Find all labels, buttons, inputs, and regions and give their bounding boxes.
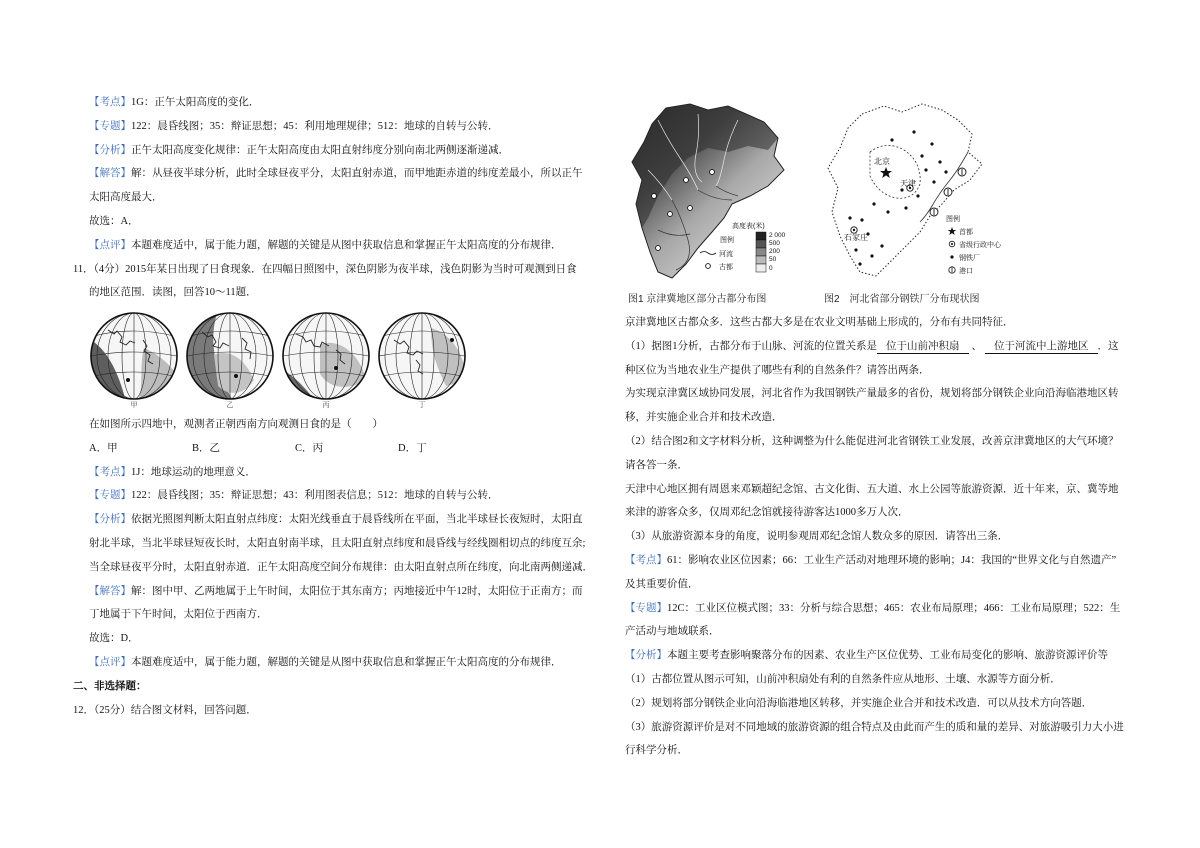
observer-point (334, 366, 338, 370)
option-c: C．丙 (295, 442, 324, 454)
legend-provincial-center-label: 省级行政中心 (959, 242, 1001, 249)
q10-answer: 故选：A． (89, 215, 139, 227)
zhuanti-label: 【专题】 (625, 602, 667, 614)
jieda-text: 解：图中甲、乙两地属于上午时间，太阳位于其东南方；丙地接近中午12时，太阳位于正南方；而 (131, 585, 583, 597)
q10-dianping (89, 234, 599, 258)
q11-options (89, 437, 604, 461)
q12-material-3-cont: 来津的游客众多，仅周邓纪念馆就接待游客达1000多万人次． (625, 507, 909, 519)
left-column-lower (73, 413, 604, 722)
river-legend-symbol (700, 252, 716, 255)
q12-kaodian-cont: 及其重要价值． (625, 578, 699, 590)
q11-fenxi (89, 508, 604, 532)
jieda-text: 解：从昼夜半球分析，此时全球昼夜平分，太阳直射赤道，而甲地距赤道的纬度差最小，所以正午 (131, 168, 583, 180)
legend-title: 图例 (720, 237, 734, 244)
steel-plant-legend-icon (950, 255, 953, 258)
legend-steel-plant-label: 钢铁厂 (959, 255, 980, 262)
elevation-scale-title: 高度表(米) (732, 223, 765, 230)
kaodian-text: 1J：地球运动的地理意义． (131, 466, 256, 478)
fenxi-text: 本题主要考查影响聚落分布的因素、农业生产区位优势、工业布局变化的影响、旅游资源评价等 (667, 650, 1108, 662)
q11-dianping (89, 651, 604, 675)
q12-analysis-point-1: （1）古都位置从图示可知，山前冲积扇处有利的自然条件应从地形、土壤、水源等方面分析． (625, 673, 1061, 685)
q12-material-2: 为实现京津冀区域协同发展，河北省作为我国钢铁产量最多的省份，规划将部分钢铁企业向沿海临港地区转 (625, 388, 1119, 400)
globe-label: 乙 (226, 402, 234, 409)
q11-jieda-cont: 丁地属于下午时间，太阳位于西南方． (89, 609, 268, 621)
place-label-beijing: 北京 (874, 157, 890, 166)
q12-zhuanti (625, 597, 1145, 621)
sub1-separator: 、 (971, 340, 982, 352)
q10-zhuanti (89, 115, 599, 139)
q12-sub3: （3）从旅游资源本身的角度，说明参观周邓纪念馆人数众多的原因．请答出三条． (625, 531, 1009, 543)
q10-jieda-cont: 太阳高度最大． (89, 192, 163, 204)
observer-point (126, 378, 130, 382)
q12-analysis-point-3-cont: 行科学分析． (625, 745, 688, 757)
kaodian-label: 【考点】 (625, 554, 667, 566)
q12-stem: 12．（25分）结合图文材料，回答问题． (73, 704, 257, 716)
q12-analysis-point-2: （2）规划将部分钢铁企业向沿海临港地区转移，并实施企业合并和技术改造．可以从技术方向答题． (625, 697, 1093, 709)
legend-capital-label: 古都 (719, 264, 733, 271)
globe-figure-yi (184, 310, 276, 412)
q12-kaodian (625, 549, 1145, 573)
globe-figure-jia (88, 310, 180, 412)
right-column-text (625, 311, 1145, 763)
dianping-text: 本题难度适中，属于能力题，解题的关键是从图中获取信息和掌握正午太阳高度的分布规律． (131, 239, 562, 251)
q12-material-1: 京津冀地区古都众多．这些古都大多是在农业文明基础上形成的，分布有共同特征． (625, 317, 1014, 328)
province-boundary (828, 104, 982, 276)
observer-point (234, 374, 238, 378)
q11-stem-cont: 的地区范围．读图，回答10～11题． (89, 287, 257, 299)
q12-analysis-point-3: （3）旅游资源评价是对不同地域的旅游资源的组合特点及由此而产生的质和量的差异、对旅游吸引力大小进 (625, 721, 1124, 733)
sunlight-globe-figures (88, 310, 468, 412)
q11-answer: 故选：D． (89, 633, 139, 645)
q12-zhuanti-cont: 产活动与地域联系． (625, 626, 720, 638)
option-b: B．乙 (192, 442, 221, 454)
capital-legend-symbol (706, 264, 711, 269)
left-column-upper (73, 91, 599, 305)
q11-fenxi-cont-1: 射北半球，当北半球昼短夜长时，太阳直射南半球，且太阳直射点纬度和晨昏线与经线圈相切点的纬度互余; (89, 537, 586, 549)
q12-sub2: （2）结合图2和文字材料分析，这种调整为什么能促进河北省钢铁工业发展，改善京津冀地区的大气环境？ (625, 435, 1119, 447)
q10-jieda (89, 162, 599, 186)
fenxi-label: 【分析】 (89, 514, 131, 526)
option-d: D．丁 (398, 442, 427, 454)
kaodian-text: 1G：正午太阳高度的变化． (131, 97, 260, 108)
elevation-tick: 2 000 (769, 232, 786, 239)
coastline (920, 152, 968, 222)
legend-capital-label: 首都 (959, 229, 973, 236)
figure2-caption: 图2 河北省部分钢铁厂分布现状图 (824, 294, 980, 305)
globe-label: 丙 (322, 402, 330, 409)
figure1-caption: 图1 京津冀地区部分古都分布图 (628, 294, 767, 305)
kaodian-label: 【考点】 (89, 97, 131, 108)
place-label-tianjin: 天津 (900, 179, 916, 188)
elevation-scale (756, 232, 766, 272)
q10-fenxi (89, 139, 599, 163)
elevation-tick: 500 (769, 240, 780, 247)
q12-sub1-cont: 种区位为当地农业生产提供了哪些有利的自然条件？请答出两条． (625, 364, 930, 376)
sub1-suffix: ．这 (1097, 340, 1119, 352)
q11-jieda (89, 580, 604, 604)
zhuanti-text: 12C：工业区位模式图；33：分析与综合思想；465：农业布局原理；466：工业布局原理；522：生 (667, 602, 1121, 614)
jieda-label: 【解答】 (89, 168, 131, 180)
q11-question: 在如图所示四地中，观测者正朝西南方向观测日食的是（ ） (89, 419, 383, 430)
kaodian-text: 61：影响农业区位因素；66：工业生产活动对地理环境的影响；J4：我国的“世界文化与自然遗产” (667, 554, 1117, 566)
globe-figure-ding (376, 310, 468, 412)
answer-blank-1: 位于山前冲积扇 (877, 341, 969, 354)
capital-legend-icon (948, 227, 957, 235)
fenxi-label: 【分析】 (89, 144, 131, 156)
q11-fenxi-cont-2: 当全球昼夜平分时，太阳直射赤道．正午太阳高度空间分布规律：由太阳直射点所在纬度，向北南两侧递减． (89, 561, 593, 573)
q11-stem: 11．（4分）2015年某日出现了日食现象．在四幅日照图中，深色阴影为夜半球，浅色阴影为当时可观测到日食 (73, 263, 577, 275)
globe-label: 甲 (130, 402, 138, 409)
zhuanti-label: 【专题】 (89, 490, 131, 502)
steel-plants-map (822, 100, 1004, 286)
zhuanti-label: 【专题】 (89, 120, 131, 132)
q10-kaodian (89, 91, 599, 115)
answer-blank-2: 位于河流中上游地区 (985, 341, 1098, 354)
sub1-prefix: （1）据图1分析，古都分布于山脉、河流的位置关系是 (625, 340, 877, 352)
q11-zhuanti (89, 484, 604, 508)
q12-material-2-cont: 移，并实施企业合并和技术改造． (625, 412, 783, 424)
dianping-label: 【点评】 (89, 656, 131, 668)
elevation-tick: 50 (769, 256, 777, 263)
legend-river-label: 河流 (719, 251, 733, 258)
q12-sub2-cont: 请各答一条． (625, 459, 688, 471)
zhuanti-text: 122：晨昏线图；35：辩证思想；45：利用地理规律；512：地球的自转与公转． (131, 120, 499, 132)
section-heading: 二、非选择题： (73, 680, 147, 692)
globe-label: 丁 (418, 402, 426, 409)
zhuanti-text: 122：晨昏线图；35：辩证思想；43：利用图表信息；512：地球的自转与公转． (131, 490, 499, 502)
legend-port-label: 港口 (959, 268, 973, 275)
port-points (930, 168, 966, 216)
fenxi-label: 【分析】 (625, 650, 667, 662)
dianping-label: 【点评】 (89, 239, 131, 251)
elevation-tick: 200 (769, 248, 780, 255)
fenxi-text: 正午太阳高度变化规律：正午太阳高度由太阳直射纬度分别向南北两侧逐渐递减． (131, 144, 509, 156)
kaodian-label: 【考点】 (89, 466, 131, 478)
globe-figure-bing (280, 310, 372, 412)
place-label-shijiazhuang: 石家庄 (844, 233, 868, 242)
elevation-tick: 0 (769, 265, 773, 272)
jieda-label: 【解答】 (89, 585, 131, 597)
capital-star-icon (880, 167, 892, 178)
q12-fenxi (625, 644, 1145, 668)
observer-point (450, 338, 454, 342)
ancient-capitals-map (628, 100, 798, 286)
q11-kaodian (89, 461, 604, 485)
option-a: A．甲 (89, 442, 118, 454)
q12-sub1 (625, 335, 1145, 359)
fenxi-text: 依据光照图判断太阳直射点纬度：太阳光线垂直于晨昏线所在平面，当北半球昼长夜短时，太阳直 (131, 514, 583, 526)
legend-title: 图例 (946, 216, 960, 223)
dianping-text: 本题难度适中，属于能力题，解题的关键是从图中获取信息和掌握正午太阳高度的分布规律． (131, 656, 562, 668)
q12-material-3: 天津中心地区拥有周恩来邓颖超纪念馆、古文化街、五大道、水上公园等旅游资源．近十年来，京、冀等地 (625, 483, 1119, 495)
